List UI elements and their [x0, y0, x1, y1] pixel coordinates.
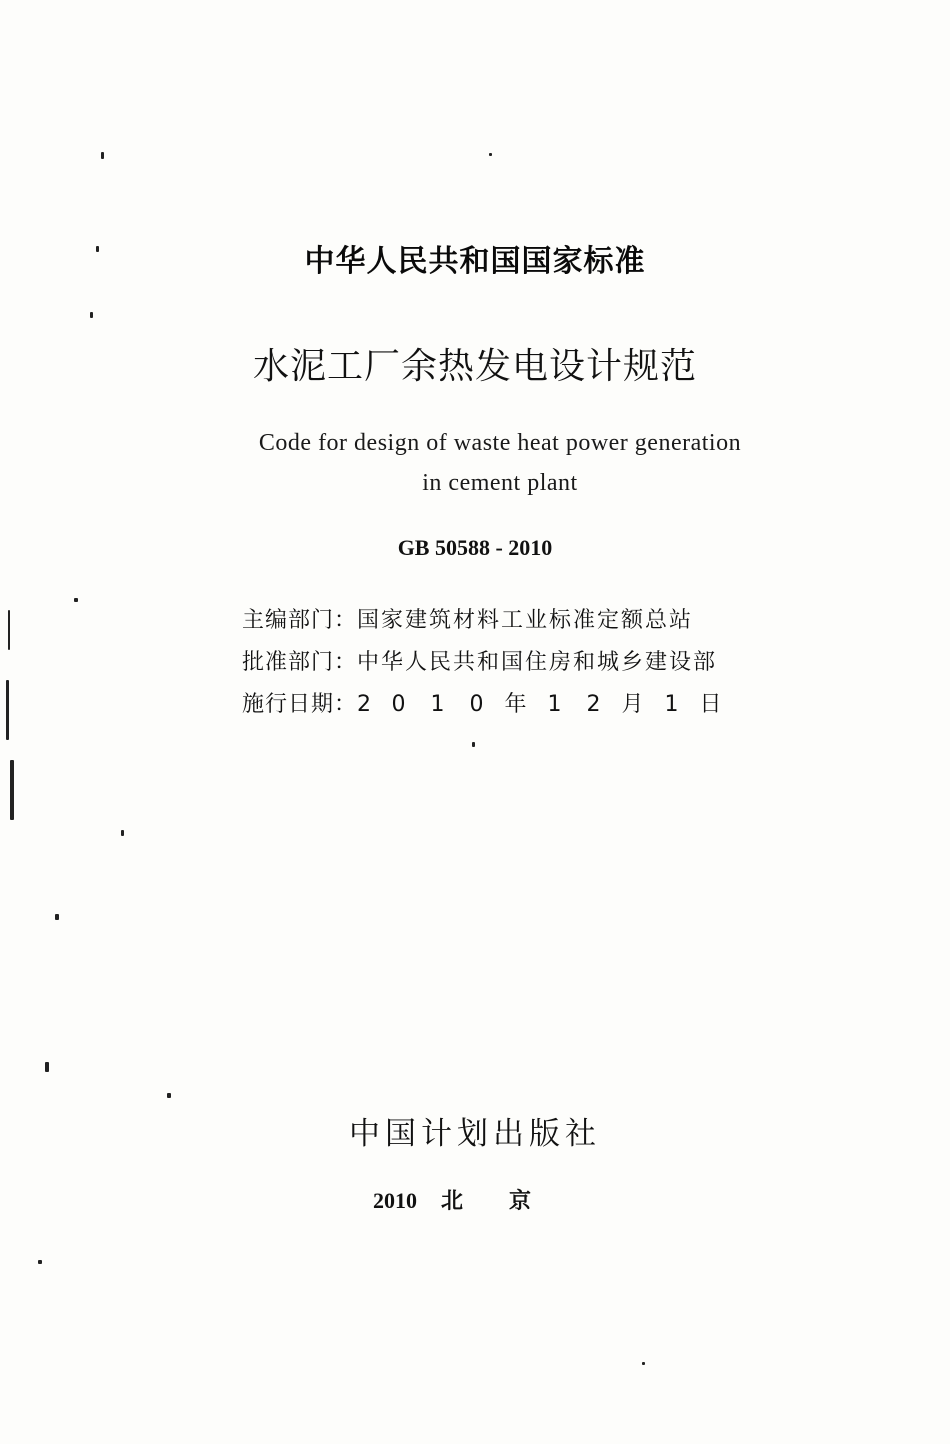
- effective-date-char: 0: [391, 692, 406, 717]
- effective-date-label: 施行日期：: [242, 692, 358, 717]
- scan-speck: [96, 246, 99, 252]
- effective-date-char: 0: [469, 692, 484, 717]
- scan-speck: [38, 1260, 42, 1264]
- english-title-line-2: in cement plant: [422, 470, 578, 496]
- effective-date-char: 1: [664, 692, 679, 717]
- chief-editor-row: [242, 600, 730, 642]
- publication-city: 北京: [440, 1189, 577, 1214]
- standard-number: GB 50588 - 2010: [397, 535, 553, 560]
- standard-type-heading: 中华人民共和国国家标准: [304, 244, 646, 279]
- effective-date-char: 月: [621, 692, 644, 717]
- scan-speck: [642, 1362, 645, 1365]
- effective-date-char: 1: [547, 692, 562, 717]
- chief-editor-value: 国家建筑材料工业标准定额总站: [357, 608, 694, 633]
- chinese-title: 水泥工厂余热发电设计规范: [252, 346, 697, 387]
- scan-speck: [167, 1093, 171, 1098]
- scan-speck: [10, 760, 14, 820]
- publication-year: 2010: [372, 1188, 417, 1213]
- scan-speck: [121, 830, 124, 836]
- english-title-line-1: Code for design of waste heat power generation: [258, 430, 742, 456]
- approval-label: 批准部门：: [242, 650, 358, 675]
- approval-value: 中华人民共和国住房和城乡建设部: [357, 650, 718, 675]
- effective-date-char: 年: [504, 692, 527, 717]
- scan-speck: [6, 680, 9, 740]
- effective-date-char: 日: [699, 692, 722, 717]
- chief-editor-label: 主编部门：: [242, 608, 358, 633]
- scan-speck: [55, 914, 59, 920]
- scan-speck: [472, 742, 475, 747]
- scan-speck: [101, 152, 104, 159]
- publication-line: [0, 1184, 950, 1215]
- effective-date-value: [357, 684, 730, 726]
- scan-speck: [74, 598, 78, 602]
- issuing-info: [242, 600, 730, 726]
- effective-date-row: [242, 684, 730, 726]
- effective-date-char: 1: [430, 692, 445, 717]
- scan-speck: [90, 312, 93, 318]
- publisher-name: 中国计划出版社: [349, 1116, 601, 1152]
- scan-speck: [45, 1062, 49, 1072]
- effective-date-char: 2: [357, 692, 372, 717]
- scan-speck: [489, 153, 492, 156]
- scan-speck: [8, 610, 10, 650]
- effective-date-char: 2: [586, 692, 601, 717]
- approval-row: [242, 642, 730, 684]
